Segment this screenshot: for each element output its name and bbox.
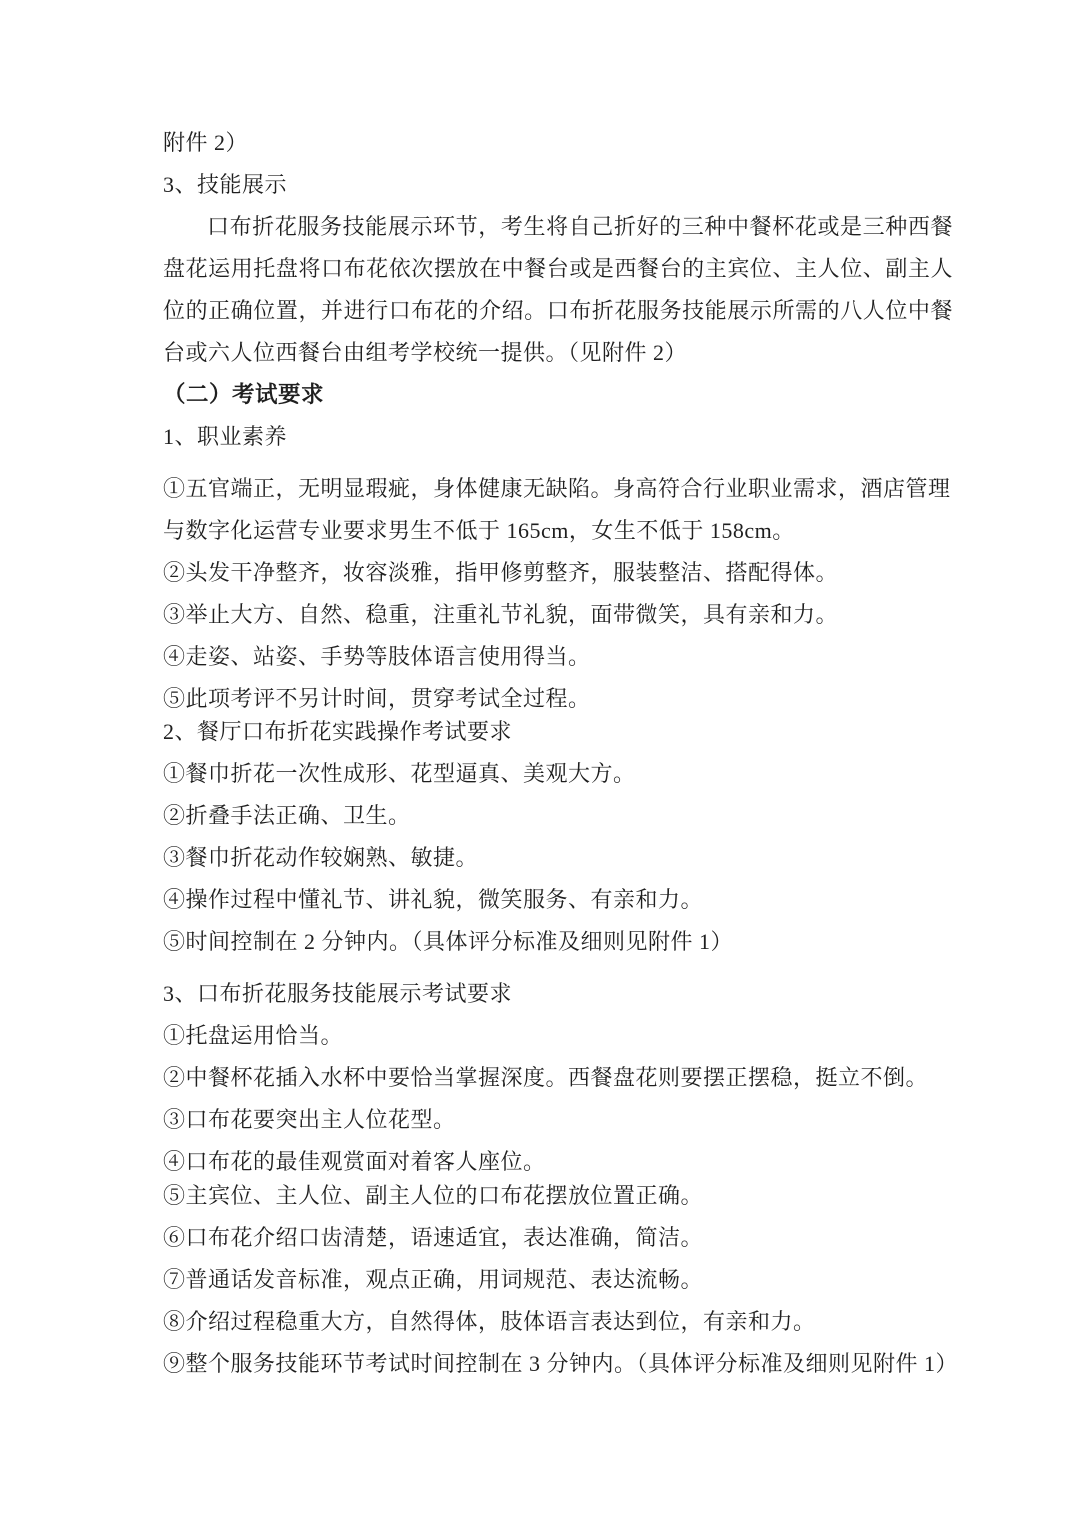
paragraph: ⑤主宾位、主人位、副主人位的口布花摆放位置正确。 [163,1183,704,1208]
paragraph: ⑦普通话发音标准，观点正确，用词规范、表达流畅。 [163,1267,704,1292]
paragraph: ⑧介绍过程稳重大方，自然得体，肢体语言表达到位，有亲和力。 [163,1309,816,1334]
paragraph: 1、职业素养 [163,424,288,449]
paragraph: ③餐巾折花动作较娴熟、敏捷。 [163,845,479,870]
paragraph: ④走姿、站姿、手势等肢体语言使用得当。 [163,644,591,669]
paragraph: ⑤时间控制在 2 分钟内。（具体评分标准及细则见附件 1） [163,929,734,954]
paragraph: ②中餐杯花插入水杯中要恰当掌握深度。西餐盘花则要摆正摆稳，挺立不倒。 [163,1065,929,1090]
paragraph: ②头发干净整齐，妆容淡雅，指甲修剪整齐，服装整洁、搭配得体。 [163,560,839,585]
paragraph: ④操作过程中懂礼节、讲礼貌，微笑服务、有亲和力。 [163,887,704,912]
paragraph: ④口布花的最佳观赏面对着客人座位。 [163,1149,546,1174]
paragraph: ⑥口布花介绍口齿清楚，语速适宜，表达准确，简洁。 [163,1225,704,1250]
paragraph: ③举止大方、自然、稳重，注重礼节礼貌，面带微笑，具有亲和力。 [163,602,839,627]
paragraph: 3、口布折花服务技能展示考试要求 [163,981,513,1006]
paragraph: ⑨整个服务技能环节考试时间控制在 3 分钟内。（具体评分标准及细则见附件 1） [163,1351,959,1376]
paragraph: ⑤此项考评不另计时间，贯穿考试全过程。 [163,686,591,711]
paragraph: 3、技能展示 [163,172,288,197]
paragraph: 附件 2） [163,130,249,155]
paragraph: ②折叠手法正确、卫生。 [163,803,411,828]
paragraph: ③口布花要突出主人位花型。 [163,1107,456,1132]
paragraph: 2、餐厅口布折花实践操作考试要求 [163,719,513,744]
document-body [163,122,959,1385]
section-heading: （二）考试要求 [163,382,325,407]
paragraph: ①餐巾折花一次性成形、花型逼真、美观大方。 [163,761,636,786]
paragraph: ①托盘运用恰当。 [163,1023,344,1048]
paragraph: ①五官端正，无明显瑕疵，身体健康无缺陷。身高符合行业职业需求，酒店管理与数字化运营专业要求男生不低于 165cm，女生不低于 158cm。 [163,476,951,543]
paragraph: 口布折花服务技能展示环节，考生将自己折好的三种中餐杯花或是三种西餐盘花运用托盘将口布花依次摆放在中餐台或是西餐台的主宾位、主人位、副主人位的正确位置，并进行口布花的介绍。口布折花服务技能展示所需的八人位中餐台或六人位西餐台由组考学校统一提供。（见附件 2） [163,214,953,365]
